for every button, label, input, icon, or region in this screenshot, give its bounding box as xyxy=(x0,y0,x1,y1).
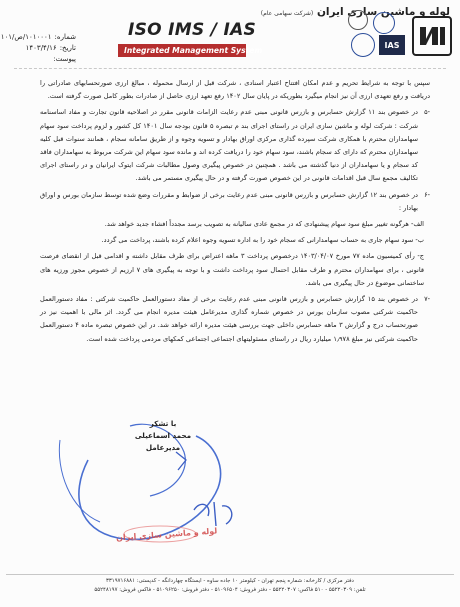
footer-address: دفتر مرکزی / کارخانه: شماره پنجم تهران - کیلومتر ۱۰ جاده ساوه - ایستگاه چهاردانگه - کدپستی: ۳۳۱۹۷۱۶۸۸۱ xyxy=(106,578,354,584)
certification-seal-icon xyxy=(351,33,375,57)
letter-number: ۱۰۱۰۰۰۱/ص/۱۰۱ xyxy=(0,33,52,41)
item-5: -۵در خصوص بند ۱۱ گزارش حسابرس و بازرس قانونی مبنی عدم رعایت الزامات قانونی مقرر در اصلاحیه قانون تجارت و مفاد اساسنامه شرکت : شرکت لوله و ماشین سازی ایران در راستای اجرای بند م تبصره ۵ قانون بودجه سال ۱۴۰۱ کل کشور و لزوم پرداخت سود سهام سهامداران محترم با همکاری شرکت سپرده گذاری مرکزی اوراق بهادار و تسویه وجوه و از طریق سامانه سجام ، همانند سنوات قبل کلیه سهامداران محترم که دارای کد سجام باشند، سود سهام خود را دریافت کرده اند و مانده سود سهام این شرکت مربوط به سهامداران فاقد کد سجام و یا سهامداران از دنیا گذشته می باشد . همچنین در خصوص پیگیری وصول مطالبات شرکت ایتوک ایرانیان و در راستای اجرای تکالیف مجمع سال قبل اقدامات قانونی در این خصوص صورت گرفته و در حال پیگیری مستمر می باشد. xyxy=(40,108,430,183)
company-stamp: لوله و ماشین سازی ایران xyxy=(115,526,218,543)
certification-seal-icon xyxy=(348,10,368,30)
company-logo-icon xyxy=(412,16,452,56)
iso-title: ISO IMS / IAS xyxy=(128,20,257,40)
sub-item-c: ج- رأی کمیسیون ماده ۷۷ مورخ ۱۴۰۳/۰۴/۰۷ درخصوص پرداخت ۳ ماهه اعتراض برای طرف مقابل داشته و اقدامی قبل از انقضای فرصت قانونی ، برای سهامداران محترم و طرف مقابل احتمال سود پرداخت داشت و با توجه به پیگیری های ۷ ارزیم از خصوص مجوز ورزیه های ساختمانی موضوع در حال پیگیری می باشد. xyxy=(40,252,424,287)
meta-number-row: شماره:۱۰۱۰۰۰۱/ص/۱۰۱ xyxy=(0,33,76,41)
letter-body xyxy=(40,77,430,349)
signatory-name: محمد اسماعیلی xyxy=(134,431,192,440)
ias-cert-badge: IAS xyxy=(379,35,405,55)
sub-item-a: الف- هرگونه تغییر مبلغ سود سهام پیشنهادی که در مجمع عادی سالیانه به تصویب برسد مجدداً افشاء جدید خواهد شد. xyxy=(104,220,424,229)
signatory-title: مدیرعامل xyxy=(145,443,181,452)
letter-date: ۱۴۰۳/۴/۱۶ xyxy=(25,44,57,52)
company-name: لوله و ماشین سازی ایران (شرکت سهامی عام) xyxy=(260,6,450,18)
meta-date-row: تاریخ:۱۴۰۳/۴/۱۶ xyxy=(25,44,76,52)
letter-footer xyxy=(8,577,452,595)
iso-subtitle: Integrated Management System xyxy=(118,44,246,57)
signature-thanks: با تشکر xyxy=(149,419,177,428)
header-divider xyxy=(14,68,446,69)
meta-attach-row: پیوست: xyxy=(53,55,76,63)
certification-seal-icon xyxy=(373,12,395,34)
intro-paragraph: سپس با توجه به شرایط تحریم و عدم امکان افتتاح اعتبار اسنادی ، شرکت قبل از ارسال محموله ، مبالغ ارزی صورتحسابهای صادراتی را دریافت و رفع تعهدی ارزی آن نیز انجام میگیرد بطوریکه در پایان سال ۱۴۰۲ رفع تعهد ارزی حاصل از صادرات بطور کامل صورت گرفته است. xyxy=(40,79,430,101)
letter-meta xyxy=(0,32,76,65)
signature-block xyxy=(120,418,206,454)
item-6: -۶در خصوص بند ۱۲ گزارش حسابرس و بازرس قانونی مبنی عدم رعایت برخی از ضوابط و مقررات وضع شده توسط سازمان بورس و اوراق بهادار : xyxy=(40,190,430,212)
handwritten-signature-icon xyxy=(0,400,460,550)
sub-item-b: ب- سود سهام جاری به حساب سهامدارانی که سجام خود را به اداره تسویه وجوه اعلام کرده باشند، پرداخت می گردد. xyxy=(101,236,424,245)
footer-phones: تلفن: ۵۵۲۲۰۳۰۹ - ۵۱۰ فاکس: ۵۵۲۲۰۳۰۷ - دفتر فروش: ۵۱۰۹۶۵۰۴ - دفتر فروش: ۵۱۰۹۶۲۵۰ - فاکس فروش: ۵۵۲۴۸۱۹۷ xyxy=(94,587,366,593)
item-7: -۷در خصوص بند ۱۵ گزارش حسابرس و بازرس قانونی مبنی عدم رعایت برخی از مفاد دستورالعمل حاکمیت شرکتی : مفاد دستورالعمل حاکمیت شرکتی مصوب سازمان بورس در خصوص شماره گذاری مدیرعامل هیئت مدیره انجام می گردد. اثر مالی با اهمیت نیز در صورتحساب درج و گزارش ۳ ماهه حسابرس داخلی جهت بررسی هیئت مدیره ارائه خواهد شد. در این خصوص تبصره ماده ۴ دستورالعمل حاکمیت شرکتی نیز مبلغ ۱٫۹۷۸ میلیارد ریال در راستای مسئولیتهای اجتماعی اجتماعی کمکهای مردمی پرداخت شده است. xyxy=(40,295,430,343)
footer-divider xyxy=(6,574,454,575)
company-subtitle: (شرکت سهامی عام) xyxy=(260,10,314,17)
